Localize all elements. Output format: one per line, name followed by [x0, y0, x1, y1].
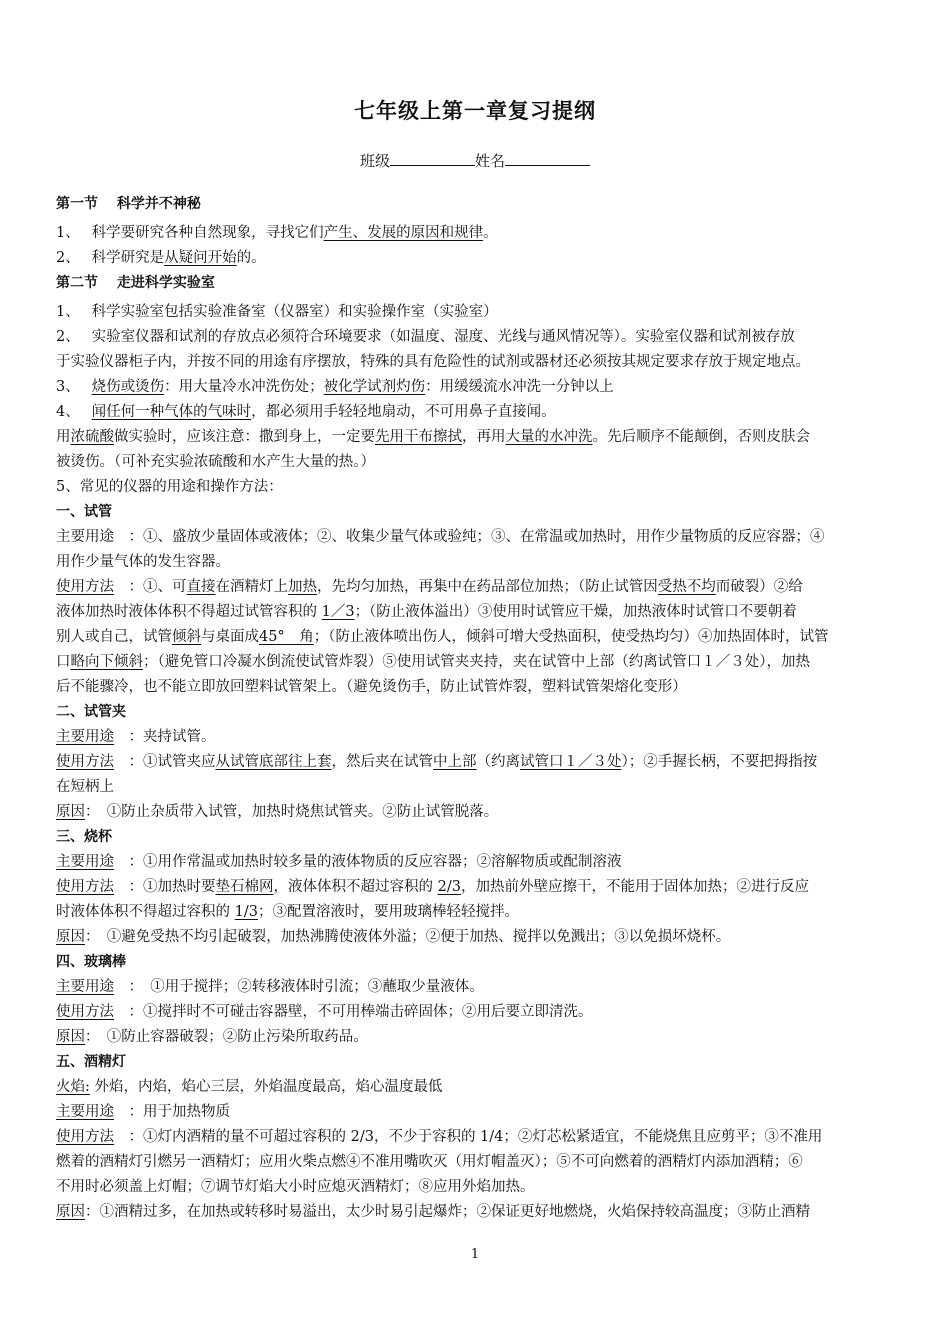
text-line	[56, 350, 904, 375]
section-heading	[56, 271, 904, 296]
text-line	[56, 875, 904, 900]
text-segment: ： ①避免受热不均引起破裂，加热沸腾使液体外溢；②便于加热、搅拌以免溅出；③以免损坏烧杯。	[85, 929, 731, 945]
text-line	[56, 675, 904, 700]
class-blank	[390, 151, 475, 166]
text-line	[56, 300, 904, 325]
text-line	[56, 750, 904, 775]
text-segment: （约离	[476, 754, 520, 770]
text-line	[56, 800, 904, 825]
underlined-text: 略向下倾斜	[70, 654, 143, 670]
underlined-text: 试管口１／３处	[520, 754, 622, 770]
section-heading	[56, 192, 904, 217]
underlined-text: 使用方法	[56, 1004, 114, 1020]
section-heading	[56, 700, 904, 725]
text-line	[56, 525, 904, 550]
underlined-text: 中上部	[433, 754, 477, 770]
text-segment: ：①用作常温或加热时较多量的液体物质的反应容器；②溶解物质或配制溶液	[114, 854, 622, 870]
text-segment: 口	[56, 654, 71, 670]
text-segment: 与桌面成	[201, 629, 259, 645]
text-line	[56, 650, 904, 675]
text-segment: 1、 科学要研究各种自然现象，寻找它们	[56, 225, 324, 241]
underlined-text: 先用干布擦拭	[375, 429, 462, 445]
underlined-text: 闻任何一种气体的气味时	[91, 404, 252, 420]
underlined-text: 火焰:	[56, 1079, 90, 1095]
text-segment: ：夹持试管。	[114, 729, 216, 745]
text-segment: ；③配置溶液时，要用玻璃棒轻轻搅拌。	[257, 904, 519, 920]
text-segment: 燃着的酒精灯引燃另一酒精灯；应用火柴点燃④不准用嘴吹灭（用灯帽盖灭）；⑤不可向燃着的酒精灯内添加酒精；⑥	[56, 1154, 803, 1170]
text-segment: ，都必须用手轻轻地扇动，不可用鼻子直接闻。	[251, 404, 556, 420]
name-label: 姓名	[475, 152, 506, 170]
text-segment: 2、 科学研究是	[56, 250, 165, 266]
text-segment: 不用时必须盖上灯帽；⑦调节灯焰大小时应熄灭酒精灯；⑧应用外焰加热。	[56, 1179, 535, 1195]
text-line	[56, 1075, 904, 1100]
underlined-text: 受热不均	[657, 579, 716, 595]
text-line	[56, 975, 904, 1000]
text-segment: ：①、可	[114, 579, 187, 595]
text-line	[56, 475, 904, 500]
text-segment: 5、常见的仪器的用途和操作方法：	[56, 479, 283, 495]
text-line	[56, 425, 904, 450]
text-segment: 的。	[236, 250, 266, 266]
underlined-text: 大量的水冲洗	[505, 429, 593, 445]
text-line	[56, 400, 904, 425]
text-segment: ；（防止液体溢出）③使用时试管应干燥，加热液体时试管口不要朝着	[354, 604, 797, 620]
underlined-text: 加热	[288, 579, 317, 595]
text-segment: ：①酒精过多，在加热或转移时易溢出，太少时易引起爆炸；②保证更好地燃烧，火焰保持较高温度；③防止酒精	[85, 1204, 810, 1220]
text-segment: 时液体体积不得超过容积的	[56, 904, 235, 920]
text-line	[56, 325, 904, 350]
text-segment: 在短柄上	[56, 779, 114, 795]
text-segment: ，液体体积不超过容积的	[273, 879, 438, 895]
text-segment: 别人或自己，试管	[56, 629, 172, 645]
underlined-text: 原因	[56, 804, 85, 820]
text-segment: 后不能骤冷，也不能立即放回塑料试管架上。（避免烫伤手，防止试管炸裂，塑料试管架熔化变形）	[56, 679, 687, 695]
text-line	[56, 375, 904, 400]
text-segment: 做实验时，应该注意：撒到身上，一定要	[114, 429, 375, 445]
underlined-text: 主要用途	[56, 979, 114, 995]
document-body	[56, 192, 904, 1225]
text-segment: ：①加热时要	[114, 879, 216, 895]
text-line	[56, 575, 904, 600]
text-line	[56, 775, 904, 800]
section-heading	[56, 950, 904, 975]
underlined-text: 原因	[56, 929, 85, 945]
underlined-text: 使用方法	[56, 754, 114, 770]
text-segment: 用	[56, 429, 71, 445]
text-segment: 一、试管	[56, 504, 112, 520]
text-line	[56, 850, 904, 875]
underlined-text: 烧伤或烫伤	[91, 379, 165, 395]
text-segment: 用作少量气体的发生容器。	[56, 554, 230, 570]
text-segment: 1、 科学实验室包括实验准备室（仪器室）和实验操作室（实验室）	[56, 304, 498, 320]
text-line	[56, 550, 904, 575]
text-segment: ，先均匀加热，再集中在药品部位加热；（防止试管因	[317, 579, 658, 595]
underlined-text: 45° 角	[259, 629, 314, 645]
text-segment: ： ①防止容器破裂；②防止污染所取药品。	[85, 1029, 368, 1045]
text-segment: 液体加热时液体体积不得超过试管容积的	[56, 604, 322, 620]
text-line	[56, 450, 904, 475]
underlined-text: 1／3	[321, 604, 355, 620]
text-segment: ，再用	[462, 429, 506, 445]
text-segment: 4、	[56, 404, 92, 420]
text-segment: ：用缓缓流水冲洗一分钟以上	[425, 379, 614, 395]
text-segment: 在酒精灯上	[215, 579, 288, 595]
text-segment: ：用于加热物质	[114, 1104, 230, 1120]
underlined-text: 使用方法	[56, 879, 114, 895]
underlined-text: 主要用途	[56, 854, 114, 870]
text-line	[56, 1175, 904, 1200]
text-segment: ： ①用于搅拌；②转移液体时引流；③蘸取少量液体。	[114, 979, 484, 995]
text-segment: ：①试管夹应	[114, 754, 216, 770]
text-line	[56, 925, 904, 950]
class-name-line	[0, 150, 950, 171]
text-segment: ：①搅拌时不可碰击容器壁，不可用棒端击碎固体；②用后要立即清洗。	[114, 1004, 593, 1020]
name-blank	[505, 151, 590, 166]
text-segment: 2、 实验室仪器和试剂的存放点必须符合环境要求（如温度、湿度、光线与通风情况等）。实验室仪器和试剂被存放	[56, 329, 795, 345]
text-segment: 五、酒精灯	[56, 1054, 126, 1070]
text-line	[56, 1150, 904, 1175]
text-segment: 二、试管夹	[56, 704, 126, 720]
underlined-text: 从试管底部往上套	[215, 754, 332, 770]
text-line	[56, 246, 904, 271]
underlined-text: 产生、发展的原因和规律	[323, 225, 484, 241]
text-segment: 外焰，内焰，焰心三层，外焰温度最高，焰心温度最低	[89, 1079, 443, 1095]
text-segment: 主要用途 ：①、盛放少量固体或液体；②、收集少量气体或验纯；③、在常温或加热时，用作少量物质的反应容器；④	[56, 529, 825, 545]
text-line	[56, 1100, 904, 1125]
text-segment: ： ①防止杂质带入试管，加热时烧焦试管夹。②防止试管脱落。	[85, 804, 499, 820]
underlined-text: 主要用途	[56, 729, 114, 745]
text-segment: 。	[483, 225, 498, 241]
underlined-text: 1/3	[234, 904, 258, 920]
text-segment: 。先后顺序不能颠倒，否则皮肤会	[592, 429, 810, 445]
page-number: 1	[470, 1247, 480, 1262]
text-segment: 第一节 科学并不神秘	[56, 196, 201, 212]
underlined-text: 使用方法	[56, 579, 114, 595]
section-heading	[56, 825, 904, 850]
section-heading	[56, 1050, 904, 1075]
underlined-text: 被化学试剂灼伤	[323, 379, 426, 395]
text-line	[56, 1025, 904, 1050]
text-segment: ：①灯内酒精的量不可超过容积的 2/3，不少于容积的 1/4；②灯芯松紧适宜，不能烧焦且应剪平；③不准用	[114, 1129, 823, 1145]
text-segment: ；（避免管口冷凝水倒流使试管炸裂）⑤使用试管夹夹持，夹在试管中上部（约离试管口１／３处），加热	[143, 654, 810, 670]
document-title: 七年级上第一章复习提纲	[354, 99, 596, 123]
text-segment: 第二节 走进科学实验室	[56, 275, 215, 291]
underlined-text: 垫石棉网	[215, 879, 274, 895]
text-segment: 于实验仪器柜子内，并按不同的用途有序摆放，特殊的具有危险性的试剂或器材还必须按其规定要求存放于规定地点。	[56, 354, 810, 370]
section-heading	[56, 500, 904, 525]
text-line	[56, 1000, 904, 1025]
text-segment: ，然后夹在试管	[331, 754, 433, 770]
underlined-text: 原因	[56, 1029, 85, 1045]
underlined-text: 浓硫酸	[70, 429, 114, 445]
text-line	[56, 900, 904, 925]
text-line	[56, 600, 904, 625]
text-line	[56, 1200, 904, 1225]
text-segment: 3、	[56, 379, 92, 395]
text-segment: ）；②手握长柄，不要把拇指按	[621, 754, 818, 770]
text-segment: ；（防止液体喷出伤人，倾斜可增大受热面积，使受热均匀）④加热固体时，试管	[313, 629, 829, 645]
text-segment: 四、玻璃棒	[56, 954, 126, 970]
text-segment: ，加热前外壁应擦干，不能用于固体加热；②进行反应	[460, 879, 809, 895]
underlined-text: 直接	[186, 579, 216, 595]
text-segment: 被烫伤。（可补充实验浓硫酸和水产生大量的热。）	[56, 454, 375, 470]
underlined-text: 从疑问开始	[164, 250, 237, 266]
text-segment: 而破裂）②给	[715, 579, 803, 595]
text-line	[56, 1125, 904, 1150]
underlined-text: 主要用途	[56, 1104, 114, 1120]
text-line	[56, 221, 904, 246]
text-segment: 三、烧杯	[56, 829, 112, 845]
text-segment: ：用大量冷水冲洗伤处；	[164, 379, 324, 395]
text-line	[56, 625, 904, 650]
underlined-text: 使用方法	[56, 1129, 114, 1145]
class-label: 班级	[359, 152, 390, 170]
underlined-text: 2/3	[437, 879, 461, 895]
text-line	[56, 725, 904, 750]
underlined-text: 原因	[56, 1204, 85, 1220]
underlined-text: 倾斜	[172, 629, 201, 645]
